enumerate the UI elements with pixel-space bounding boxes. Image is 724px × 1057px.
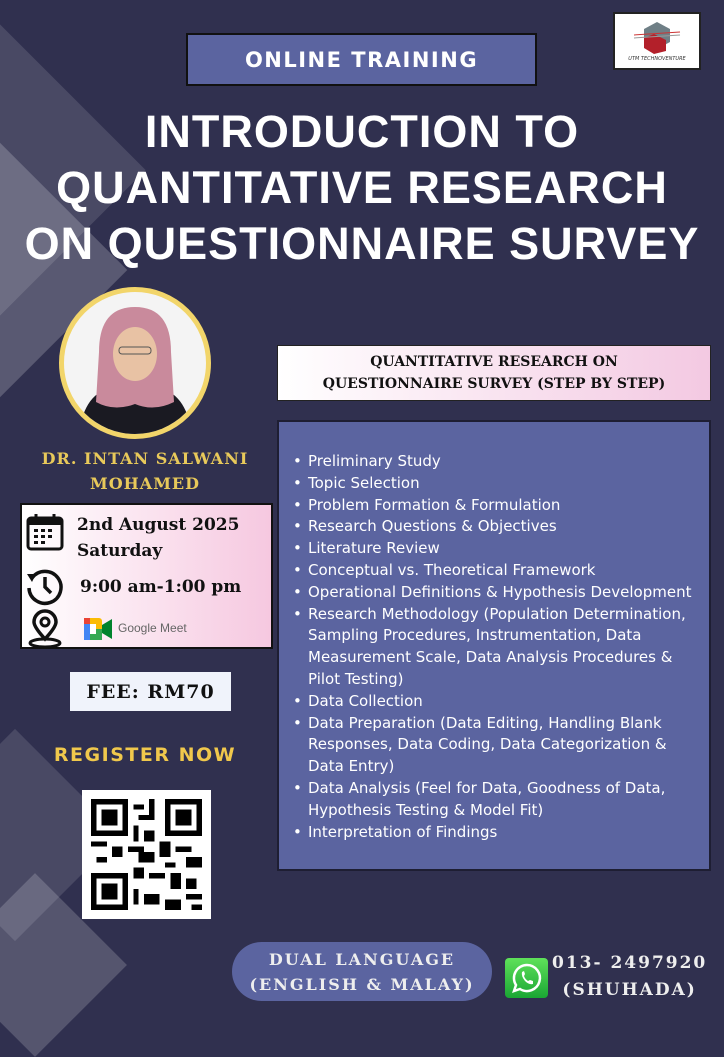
clock-history-icon: [24, 566, 64, 606]
event-day: Saturday: [77, 541, 163, 561]
event-date: 2nd August 2025: [77, 515, 240, 535]
speaker-photo: [59, 287, 211, 439]
location-pin-icon: [26, 609, 64, 649]
language-line: DUAL LANGUAGE: [268, 950, 456, 969]
calendar-icon: [25, 512, 65, 552]
event-details: [20, 503, 273, 649]
topic-item: • Data Collection: [291, 691, 701, 713]
language-badge: [232, 942, 492, 1001]
event-time: 9:00 am-1:00 pm: [80, 577, 242, 597]
platform-name: Google Meet: [118, 621, 187, 635]
speaker-portrait: [64, 292, 206, 434]
topic-item: • Operational Definitions & Hypothesis Development: [291, 582, 701, 604]
topic-item: • Topic Selection: [291, 473, 701, 495]
qr-code-icon: [91, 799, 202, 910]
topic-item: • Problem Formation & Formulation: [291, 495, 701, 517]
topic-item: • Literature Review: [291, 538, 701, 560]
registration-qr-code[interactable]: [82, 790, 211, 919]
contact-name: (SHUHADA): [562, 980, 697, 1000]
contact-phone[interactable]: 013- 2497920: [552, 953, 708, 973]
contact-info: [552, 950, 707, 1004]
subtitle-line: QUESTIONNAIRE SURVEY (STEP BY STEP): [322, 376, 666, 392]
topic-item: • Research Questions & Objectives: [291, 516, 701, 538]
speaker-name: [20, 446, 270, 496]
speaker-name-line: DR. INTAN SALWANI: [41, 449, 249, 468]
subtitle-line: QUANTITATIVE RESEARCH ON: [370, 354, 618, 370]
logo-icon: [632, 20, 682, 54]
topic-item: • Research Methodology (Population Determination, Sampling Procedures, Instrumentation, Data Measurement Scale, Data Analysis Procedures & Pilot Testing): [291, 604, 701, 691]
title-line: QUANTITATIVE RESEARCH: [56, 162, 668, 213]
speaker-name-line: MOHAMED: [90, 474, 200, 493]
whatsapp-glyph: [511, 962, 543, 994]
topic-item: • Preliminary Study: [291, 451, 701, 473]
title-line: ON QUESTIONNAIRE SURVEY: [24, 218, 700, 269]
course-subtitle: [277, 345, 711, 401]
topic-item: • Data Preparation (Data Editing, Handling Blank Responses, Data Coding, Data Categorization & Data Entry): [291, 713, 701, 778]
topic-item: • Conceptual vs. Theoretical Framework: [291, 560, 701, 582]
utm-technoventure-logo: [613, 12, 701, 70]
page-title: [0, 104, 724, 272]
register-now-label: REGISTER NOW: [53, 744, 237, 766]
topic-item: • Interpretation of Findings: [291, 822, 701, 844]
language-line: (ENGLISH & MALAY): [249, 975, 475, 994]
whatsapp-icon[interactable]: [505, 958, 548, 998]
topic-item: • Data Analysis (Feel for Data, Goodness of Data, Hypothesis Testing & Model Fit): [291, 778, 701, 822]
online-training-badge: ONLINE TRAINING: [186, 33, 537, 86]
title-line: INTRODUCTION TO: [144, 106, 580, 157]
fee-label: FEE: RM70: [70, 672, 231, 711]
topics-list: [277, 420, 711, 871]
google-meet-icon: [84, 618, 112, 640]
logo-text: UTM TECHNOVENTURE: [628, 56, 686, 62]
